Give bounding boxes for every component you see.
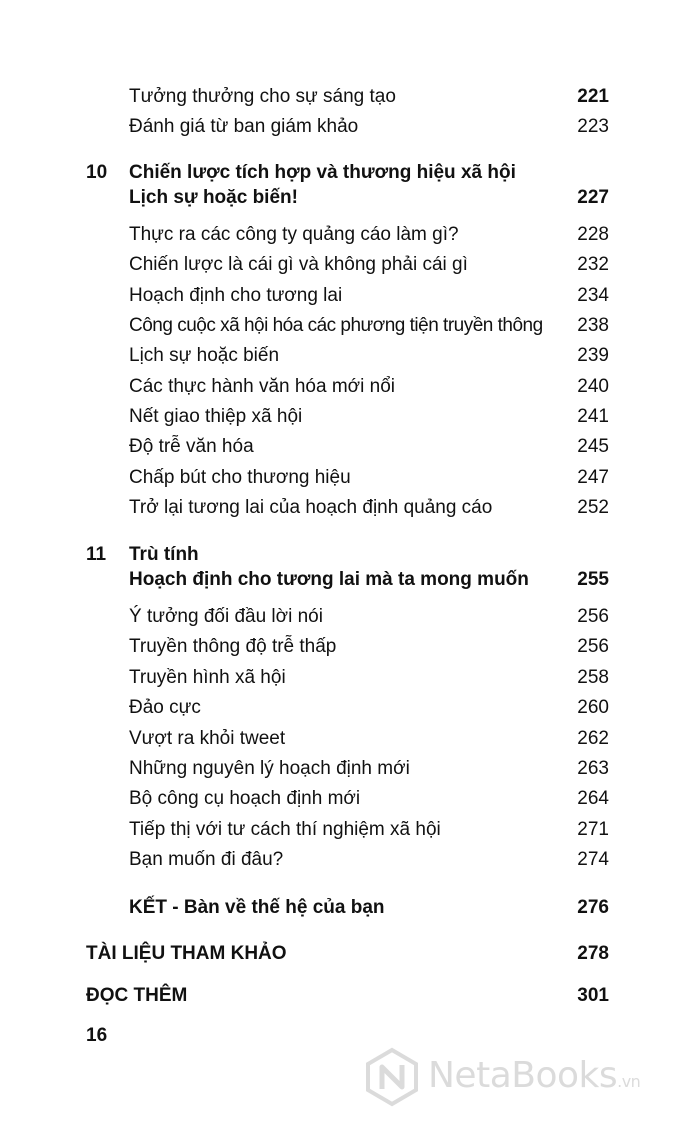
toc-entry-title: TÀI LIỆU THAM KHẢO: [86, 943, 287, 964]
toc-entry-page: 247: [577, 467, 609, 488]
toc-entry-page: 232: [577, 254, 609, 275]
chapter-title-line2: Hoạch định cho tương lai mà ta mong muốn: [129, 569, 529, 590]
toc-entry-page: 245: [577, 436, 609, 457]
toc-entry-title: Bạn muốn đi đâu?: [129, 849, 284, 870]
page-number: 16: [86, 1025, 108, 1046]
toc-entry: [0, 493, 700, 523]
toc-entry-page: 223: [577, 116, 609, 137]
toc-entry-title: Công cuộc xã hội hóa các phương tiện truyền thông: [129, 315, 543, 336]
toc-entry-title: Truyền thông độ trễ thấp: [129, 636, 337, 657]
toc-entry: [0, 724, 700, 754]
toc-entry: [0, 281, 700, 311]
toc-entry-title: Đánh giá từ ban giám khảo: [129, 116, 359, 137]
toc-entry-page: 271: [577, 819, 609, 840]
toc-entry-title: Nết giao thiệp xã hội: [129, 406, 303, 427]
toc-entry: [0, 82, 700, 112]
toc-entry: [0, 311, 700, 341]
chapter-page: 227: [577, 187, 609, 208]
toc-further-reading: [0, 981, 700, 1011]
toc-entry-title: Lịch sự hoặc biến: [129, 345, 280, 366]
chapter-title-line2: Lịch sự hoặc biến!: [129, 187, 298, 208]
toc-entry-page: 221: [577, 86, 609, 107]
toc-entry-page: 278: [577, 943, 609, 964]
toc-entry-title: Các thực hành văn hóa mới nổi: [129, 376, 395, 397]
toc-entry: [0, 112, 700, 142]
toc-entry-title: Vượt ra khỏi tweet: [129, 728, 286, 749]
toc-entry-page: 239: [577, 345, 609, 366]
toc-entry-page: 301: [577, 985, 609, 1006]
toc-entry-page: 240: [577, 376, 609, 397]
toc-entry-page: 241: [577, 406, 609, 427]
toc-entry-title: ĐỌC THÊM: [86, 985, 188, 1006]
toc-entry: [0, 815, 700, 845]
toc-entry: [0, 693, 700, 723]
toc-entry: [0, 663, 700, 693]
toc-conclusion: [0, 893, 700, 923]
toc-entry-title: Tiếp thị với tư cách thí nghiệm xã hội: [129, 819, 441, 840]
toc-entry-title: Thực ra các công ty quảng cáo làm gì?: [129, 224, 459, 245]
toc-entry-page: 262: [577, 728, 609, 749]
toc-entry-page: 252: [577, 497, 609, 518]
chapter-page: 255: [577, 569, 609, 590]
toc-entry: [0, 402, 700, 432]
toc-entry-page: 274: [577, 849, 609, 870]
toc-entry-title: Tưởng thưởng cho sự sáng tạo: [129, 86, 396, 107]
toc-entry-page: 256: [577, 606, 609, 627]
watermark: [362, 1047, 682, 1107]
toc-entry-title: Chấp bút cho thương hiệu: [129, 467, 351, 488]
toc-entry-page: 263: [577, 758, 609, 779]
toc-entry-title: Chiến lược là cái gì và không phải cái gì: [129, 254, 468, 275]
chapter-title-line1: Trù tính: [129, 544, 199, 565]
watermark-text: [428, 1055, 640, 1096]
toc-entry: [0, 250, 700, 280]
toc-entry-title: Độ trễ văn hóa: [129, 436, 254, 457]
toc-entry: [0, 784, 700, 814]
toc-entry-page: 260: [577, 697, 609, 718]
toc-entry: [0, 754, 700, 784]
toc-entry: [0, 602, 700, 632]
netabooks-n-logo-icon: [362, 1047, 422, 1107]
toc-entry: [0, 372, 700, 402]
toc-entry-title: Trở lại tương lai của hoạch định quảng cáo: [129, 497, 493, 518]
toc-entry: [0, 341, 700, 371]
toc-entry-title: Đảo cực: [129, 697, 201, 718]
toc-entry: [0, 845, 700, 875]
toc-references: [0, 939, 700, 969]
toc-entry-title: Bộ công cụ hoạch định mới: [129, 788, 361, 809]
toc-entry-title: Ý tưởng đối đầu lời nói: [129, 606, 323, 627]
toc-entry: [0, 220, 700, 250]
toc-entry-page: 276: [577, 897, 609, 918]
toc-entry-page: 264: [577, 788, 609, 809]
watermark-brand: NetaBooks: [428, 1055, 618, 1096]
toc-entry: [0, 632, 700, 662]
toc-entry-page: 238: [577, 315, 609, 336]
toc-entry-title: KẾT - Bàn về thế hệ của bạn: [129, 897, 385, 918]
toc-entry-page: 258: [577, 667, 609, 688]
toc-entry-title: Truyền hình xã hội: [129, 667, 286, 688]
toc-entry-title: Những nguyên lý hoạch định mới: [129, 758, 410, 779]
toc-entry: [0, 432, 700, 462]
watermark-suffix: .vn: [617, 1072, 641, 1091]
toc-entry-page: 234: [577, 285, 609, 306]
chapter-title-line1: Chiến lược tích hợp và thương hiệu xã hội: [129, 162, 516, 183]
chapter-number: 11: [86, 544, 107, 565]
chapter-number: 10: [86, 162, 108, 183]
toc-entry-page: 228: [577, 224, 609, 245]
toc-entry-page: 256: [577, 636, 609, 657]
toc-entry: [0, 463, 700, 493]
toc-entry-title: Hoạch định cho tương lai: [129, 285, 343, 306]
